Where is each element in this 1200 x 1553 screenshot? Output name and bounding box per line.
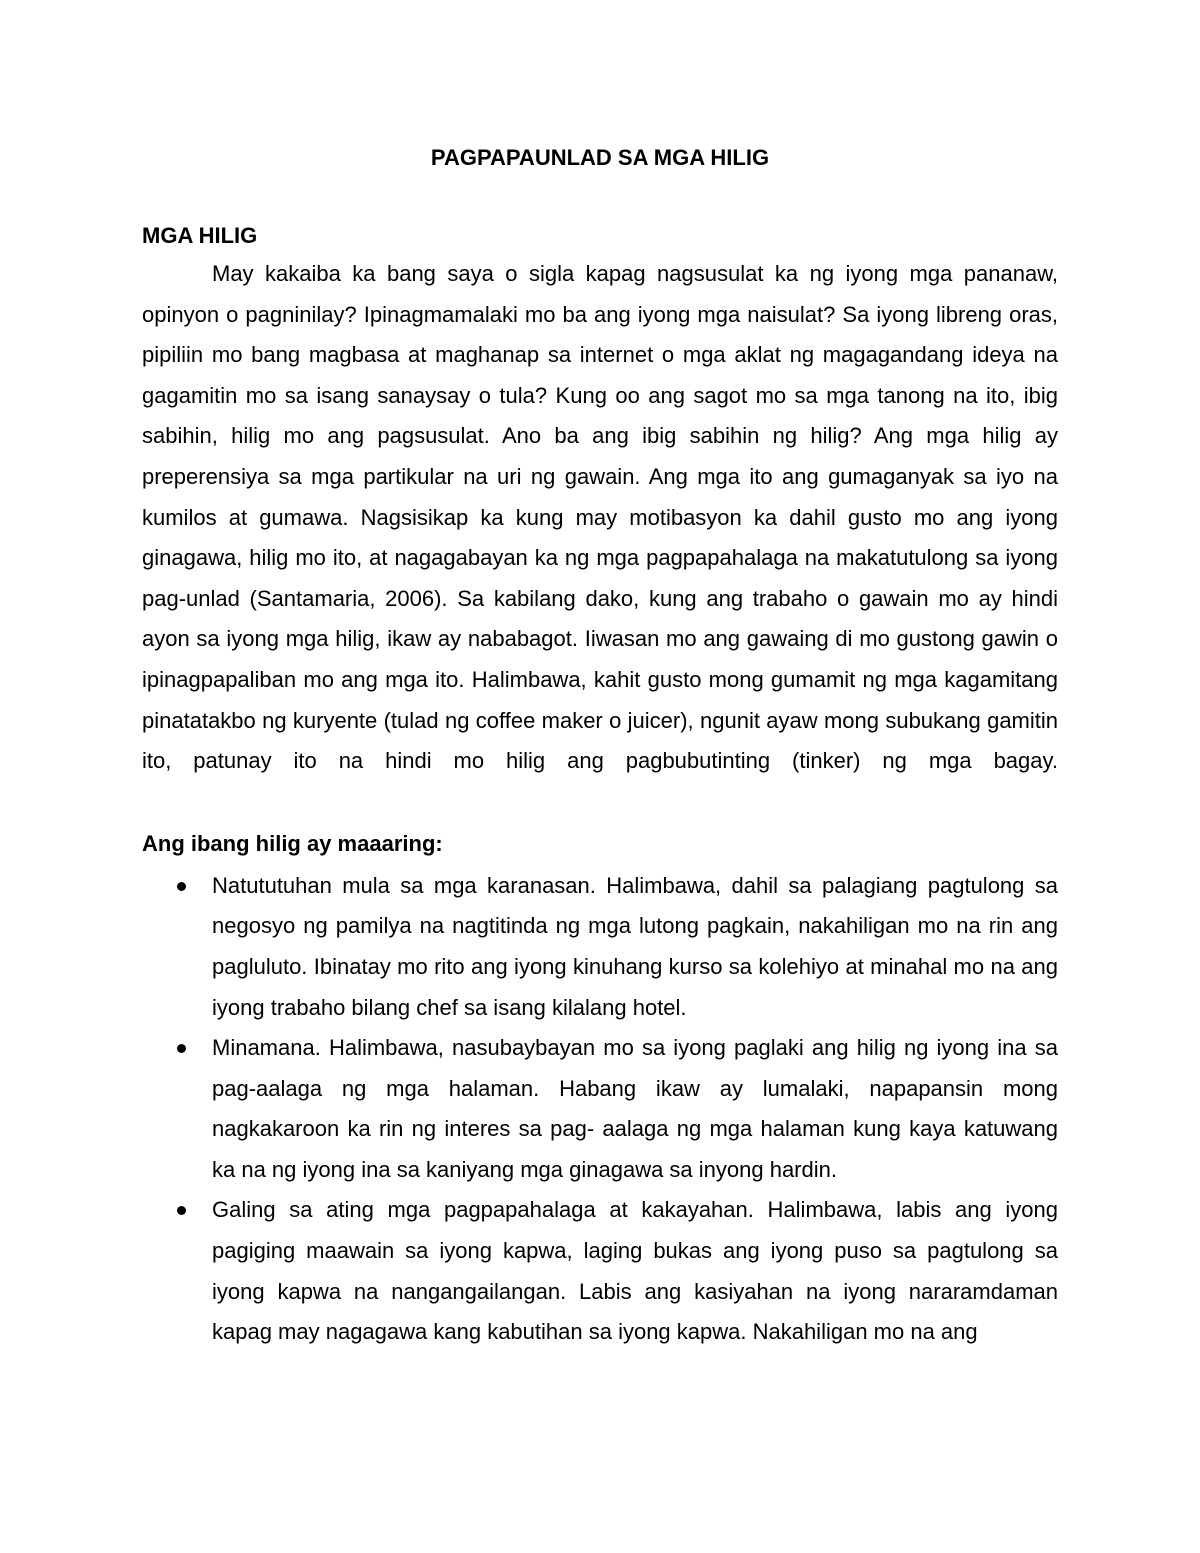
bullet-list bbox=[142, 866, 1058, 1353]
bullet-icon bbox=[177, 882, 186, 891]
list-item bbox=[142, 1190, 1058, 1352]
document-title: PAGPAPAUNLAD SA MGA HILIG bbox=[430, 145, 770, 170]
bullet-icon bbox=[177, 1044, 186, 1053]
document-page bbox=[142, 140, 1058, 1353]
list-item bbox=[142, 866, 1058, 1028]
list-subheading: Ang ibang hilig ay maaaring: bbox=[142, 830, 443, 856]
section-heading: MGA HILIG bbox=[142, 223, 258, 248]
list-item bbox=[142, 1028, 1058, 1190]
list-item-text: Minamana. Halimbawa, nasubaybayan mo sa iyong paglaki ang hilig ng iyong ina sa pag-aalaga ng mga halaman. Habang ikaw ay lumalaki, napapansin mong nagkakaroon ka rin ng interes sa pag- aalaga ng mga halaman kung kaya katuwang ka na ng iyong ina sa kaniyang mga ginagawa sa inyong hardin. bbox=[212, 1035, 1058, 1182]
body-paragraph: May kakaiba ka bang saya o sigla kapag nagsusulat ka ng iyong mga pananaw, opinyon o pagninilay? Ipinagmamalaki mo ba ang iyong mga naisulat? Sa iyong libreng oras, pipiliin mo bang magbasa at maghanap sa internet o mga aklat ng magagandang ideya na gagamitin mo sa isang sanaysay o tula? Kung oo ang sagot mo sa mga tanong na ito, ibig sabihin, hilig mo ang pagsusulat. Ano ba ang ibig sabihin ng hilig? Ang mga hilig ay preperensiya sa mga partikular na uri ng gawain. Ang mga ito ang gumaganyak sa iyo na kumilos at gumawa. Nagsisikap ka kung may motibasyon ka dahil gusto mo ang iyong ginagawa, hilig mo ito, at nagagabayan ka ng mga pagpapahalaga na makatutulong sa iyong pag-unlad (Santamaria, 2006). Sa kabilang dako, kung ang trabaho o gawain mo ay hindi ayon sa iyong mga hilig, ikaw ay nababagot. Iiwasan mo ang gawaing di mo gustong gawin o ipinagpapaliban mo ang mga ito. Halimbawa, kahit gusto mong gumamit ng mga kagamitang pinatatakbo ng kuryente (tulad ng coffee maker o juicer), ngunit ayaw mong subukang gamitin ito, patunay ito na hindi mo hilig ang pagbubutinting (tinker) ng mga bagay. bbox=[142, 261, 1058, 774]
list-item-text: Natututuhan mula sa mga karanasan. Halimbawa, dahil sa palagiang pagtulong sa negosyo ng pamilya na nagtitinda ng mga lutong pagkain, nakahiligan mo na rin ang pagluluto. Ibinatay mo rito ang iyong kinuhang kurso sa kolehiyo at minahal mo na ang iyong trabaho bilang chef sa isang kilalang hotel. bbox=[212, 872, 1058, 1020]
bullet-icon bbox=[177, 1206, 186, 1215]
list-item-text: Galing sa ating mga pagpapahalaga at kakayahan. Halimbawa, labis ang iyong pagiging maawain sa iyong kapwa, laging bukas ang iyong puso sa pagtulong sa iyong kapwa na nangangailangan. Labis ang kasiyahan na iyong nararamdaman kapag may nagagawa kang kabutihan sa iyong kapwa. Nakahiligan mo na ang bbox=[212, 1197, 1058, 1345]
